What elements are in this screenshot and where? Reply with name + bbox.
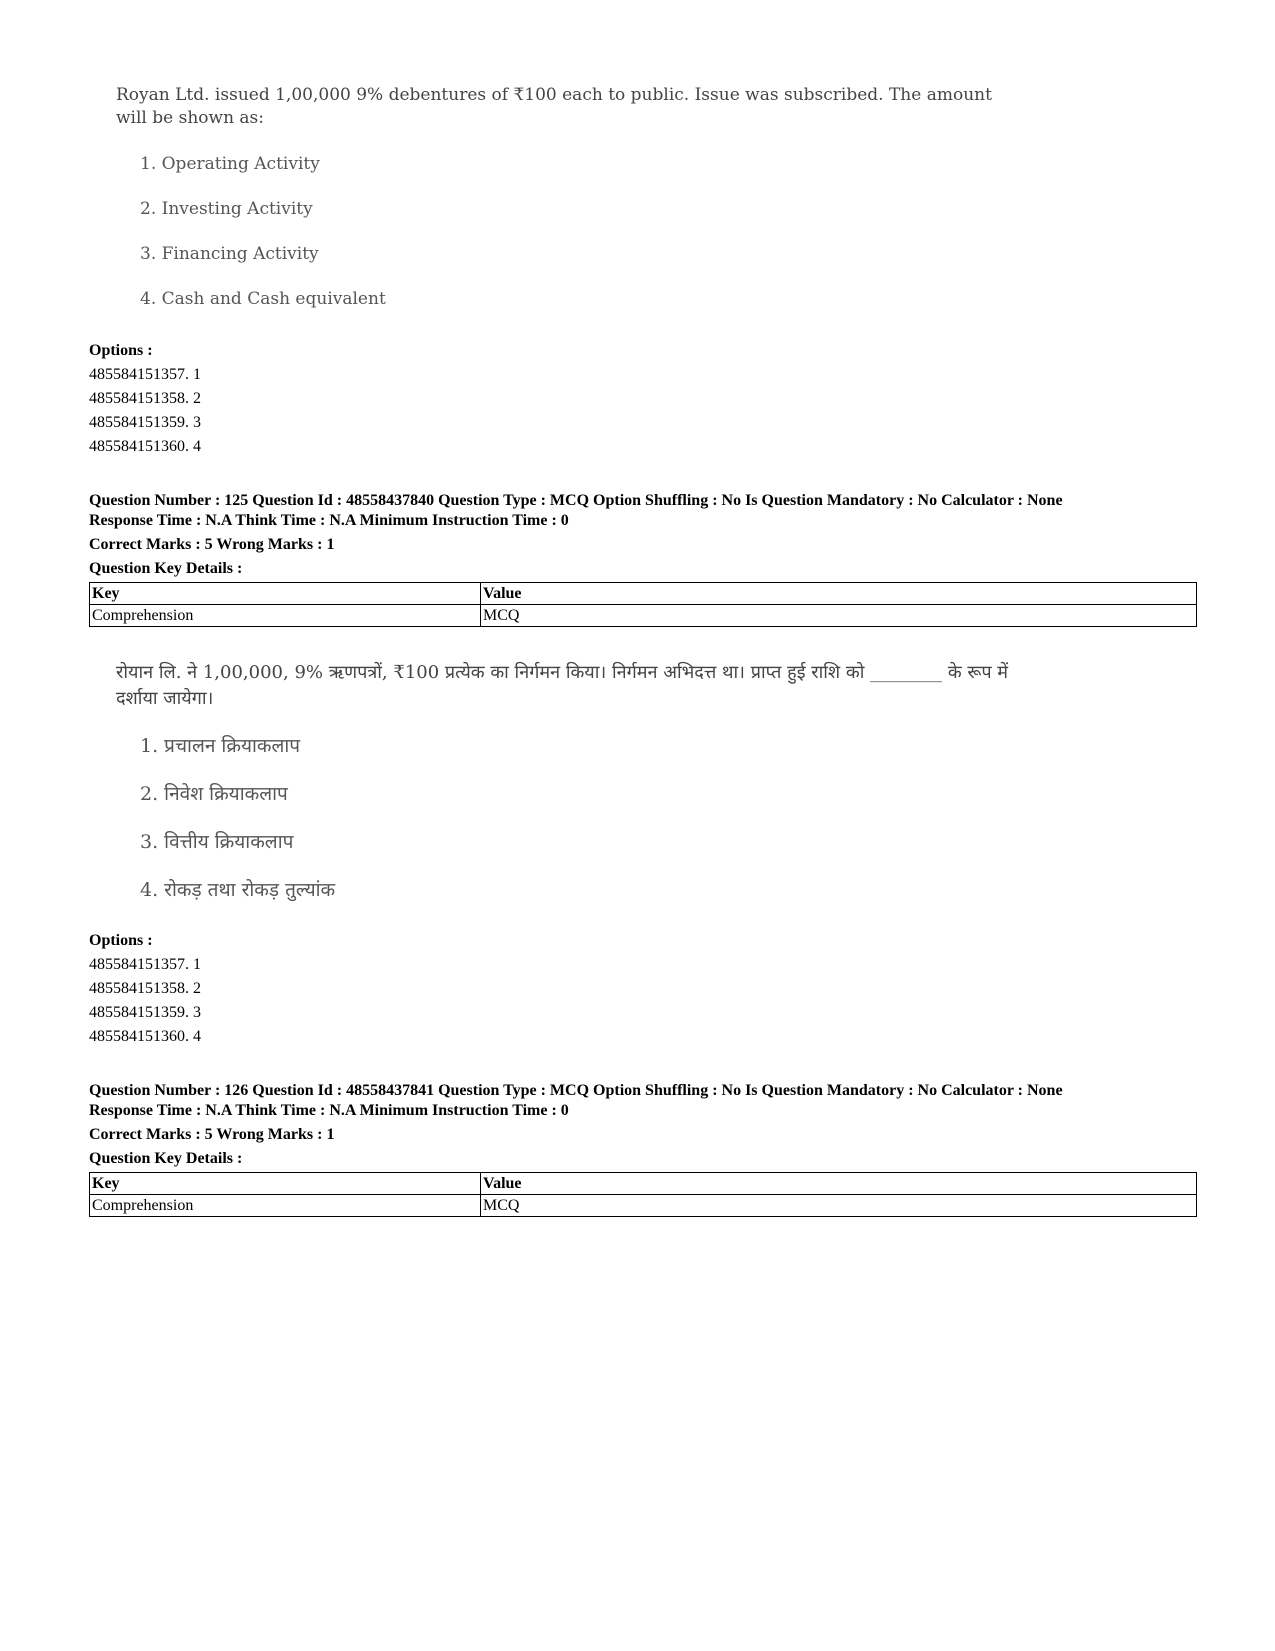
option-item: 485584151357. 1 xyxy=(89,956,201,973)
question-choice: 2. निवेश क्रियाकलाप xyxy=(140,783,288,805)
question-choice: 1. प्रचालन क्रियाकलाप xyxy=(140,735,301,757)
question-key-details-label: Question Key Details : xyxy=(89,1150,243,1167)
option-item: 485584151359. 3 xyxy=(89,414,201,431)
question-choice: 4. रोकड़ तथा रोकड़ तुल्यांक xyxy=(140,879,336,901)
question-meta-line: Question Number : 126 Question Id : 48558437841 Question Type : MCQ Option Shuffling : No Is Question Mandatory : No Calculator : None xyxy=(89,1082,1063,1099)
table-row xyxy=(90,605,1197,627)
table-header-row xyxy=(90,1173,1197,1195)
table-header-key: Key xyxy=(90,583,481,605)
question-choice: 4. Cash and Cash equivalent xyxy=(140,289,386,309)
question-key-table xyxy=(89,582,1197,627)
table-header-value: Value xyxy=(481,583,1197,605)
options-block xyxy=(89,929,201,1049)
table-row xyxy=(90,1195,1197,1217)
question-meta-line: Response Time : N.A Think Time : N.A Minimum Instruction Time : 0 xyxy=(89,512,569,529)
options-block xyxy=(89,339,201,459)
options-label: Options : xyxy=(89,342,153,359)
question-meta-line: Question Number : 125 Question Id : 48558437840 Question Type : MCQ Option Shuffling : No Is Question Mandatory : No Calculator : None xyxy=(89,492,1063,509)
table-header-value: Value xyxy=(481,1173,1197,1195)
table-cell-value: MCQ xyxy=(481,1195,1197,1217)
option-item: 485584151358. 2 xyxy=(89,980,201,997)
question-marks: Correct Marks : 5 Wrong Marks : 1 xyxy=(89,536,335,553)
table-cell-key: Comprehension xyxy=(90,1195,481,1217)
question-key-details-label: Question Key Details : xyxy=(89,560,243,577)
question-choice: 3. Financing Activity xyxy=(140,244,319,264)
option-item: 485584151359. 3 xyxy=(89,1004,201,1021)
question-stem-hindi: रोयान लि. ने 1,00,000, 9% ऋणपत्रों, ₹100 प्रत्येक का निर्गमन किया। निर्गमन अभिदत्त था। प्राप्त हुई राशि को ________ के रूप में दर्शाया जायेगा। xyxy=(116,662,1009,709)
question-key-table xyxy=(89,1172,1197,1217)
question-marks: Correct Marks : 5 Wrong Marks : 1 xyxy=(89,1126,335,1143)
table-cell-key: Comprehension xyxy=(90,605,481,627)
question-meta-125 xyxy=(89,491,1199,531)
table-cell-value: MCQ xyxy=(481,605,1197,627)
option-item: 485584151360. 4 xyxy=(89,1028,201,1045)
option-item: 485584151358. 2 xyxy=(89,390,201,407)
question-meta-line: Response Time : N.A Think Time : N.A Minimum Instruction Time : 0 xyxy=(89,1102,569,1119)
question-choice: 3. वित्तीय क्रियाकलाप xyxy=(140,831,294,853)
options-label: Options : xyxy=(89,932,153,949)
question-meta-126 xyxy=(89,1081,1199,1121)
option-item: 485584151357. 1 xyxy=(89,366,201,383)
table-header-key: Key xyxy=(90,1173,481,1195)
option-item: 485584151360. 4 xyxy=(89,438,201,455)
table-header-row xyxy=(90,583,1197,605)
question-stem-english: Royan Ltd. issued 1,00,000 9% debentures of ₹100 each to public. Issue was subscribed. The amount will be shown as: xyxy=(116,85,992,128)
question-choice: 2. Investing Activity xyxy=(140,199,313,219)
question-choice: 1. Operating Activity xyxy=(140,154,320,174)
